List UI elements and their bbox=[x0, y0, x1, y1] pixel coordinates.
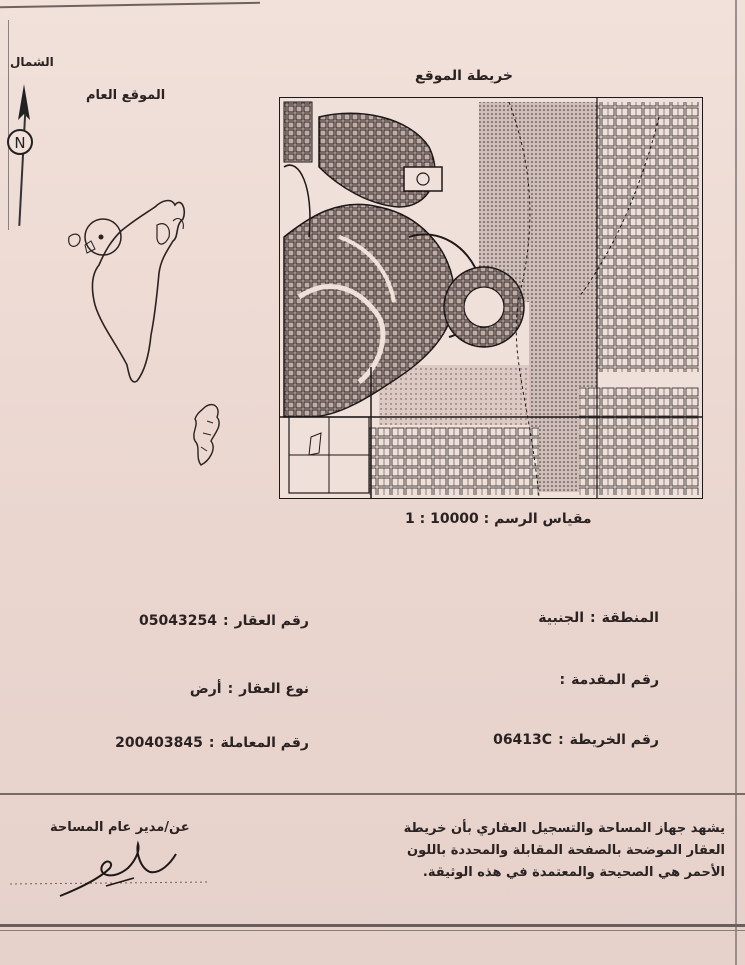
page-edge bbox=[735, 0, 737, 965]
field-property-number: رقم العقار:05043254 bbox=[139, 613, 309, 629]
map-number-value: 06413C bbox=[493, 732, 553, 748]
field-map-number: رقم الخريطة:06413C bbox=[493, 732, 659, 748]
field-applicant-number: رقم المقدمة: bbox=[559, 672, 659, 688]
north-arrow-icon bbox=[4, 76, 44, 226]
region-value: الجنبية bbox=[538, 610, 585, 626]
property-number-value: 05043254 bbox=[139, 613, 217, 629]
region-label: المنطقة bbox=[601, 610, 659, 626]
map-scale bbox=[405, 511, 592, 527]
north-label: الشمال bbox=[10, 55, 54, 69]
transaction-number-label: رقم المعاملة bbox=[220, 735, 309, 751]
scale-value: 1 : 10000 bbox=[405, 511, 479, 527]
bottom-border-thin bbox=[0, 930, 745, 931]
inset-location-map bbox=[55, 185, 240, 475]
general-location-label: الموقع العام bbox=[86, 88, 166, 103]
signer-title: عن/مدير عام المساحة bbox=[50, 820, 190, 835]
scale-label: مقياس الرسم : bbox=[483, 511, 592, 527]
site-map-title: خريطة الموقع bbox=[415, 68, 514, 84]
transaction-number-value: 200403845 bbox=[115, 735, 203, 751]
certification-line-3: الأحمر هي الصحيحة والمعتمدة في هذه الوثيقة. bbox=[422, 865, 725, 880]
certification-line-2: العقار الموضحة بالصفحة المقابلة والمحددة باللون bbox=[406, 843, 725, 858]
field-transaction-number: رقم المعاملة:200403845 bbox=[115, 735, 309, 751]
map-number-label: رقم الخريطة bbox=[569, 732, 659, 748]
property-type-value: أرض bbox=[189, 681, 222, 697]
north-letter: N bbox=[14, 134, 26, 152]
signature bbox=[10, 838, 230, 908]
field-property-type: نوع العقار:أرض bbox=[189, 681, 309, 697]
field-region: المنطقة:الجنبية bbox=[538, 610, 659, 626]
property-number-label: رقم العقار bbox=[234, 613, 309, 629]
certification-line-1: يشهد جهاز المساحة والتسجيل العقاري بأن خريطة bbox=[403, 821, 725, 836]
property-type-label: نوع العقار bbox=[239, 681, 309, 697]
site-map bbox=[279, 97, 703, 499]
divider bbox=[0, 793, 745, 795]
bottom-border bbox=[0, 924, 745, 927]
certification-text bbox=[365, 818, 725, 884]
applicant-number-label: رقم المقدمة bbox=[571, 672, 659, 688]
